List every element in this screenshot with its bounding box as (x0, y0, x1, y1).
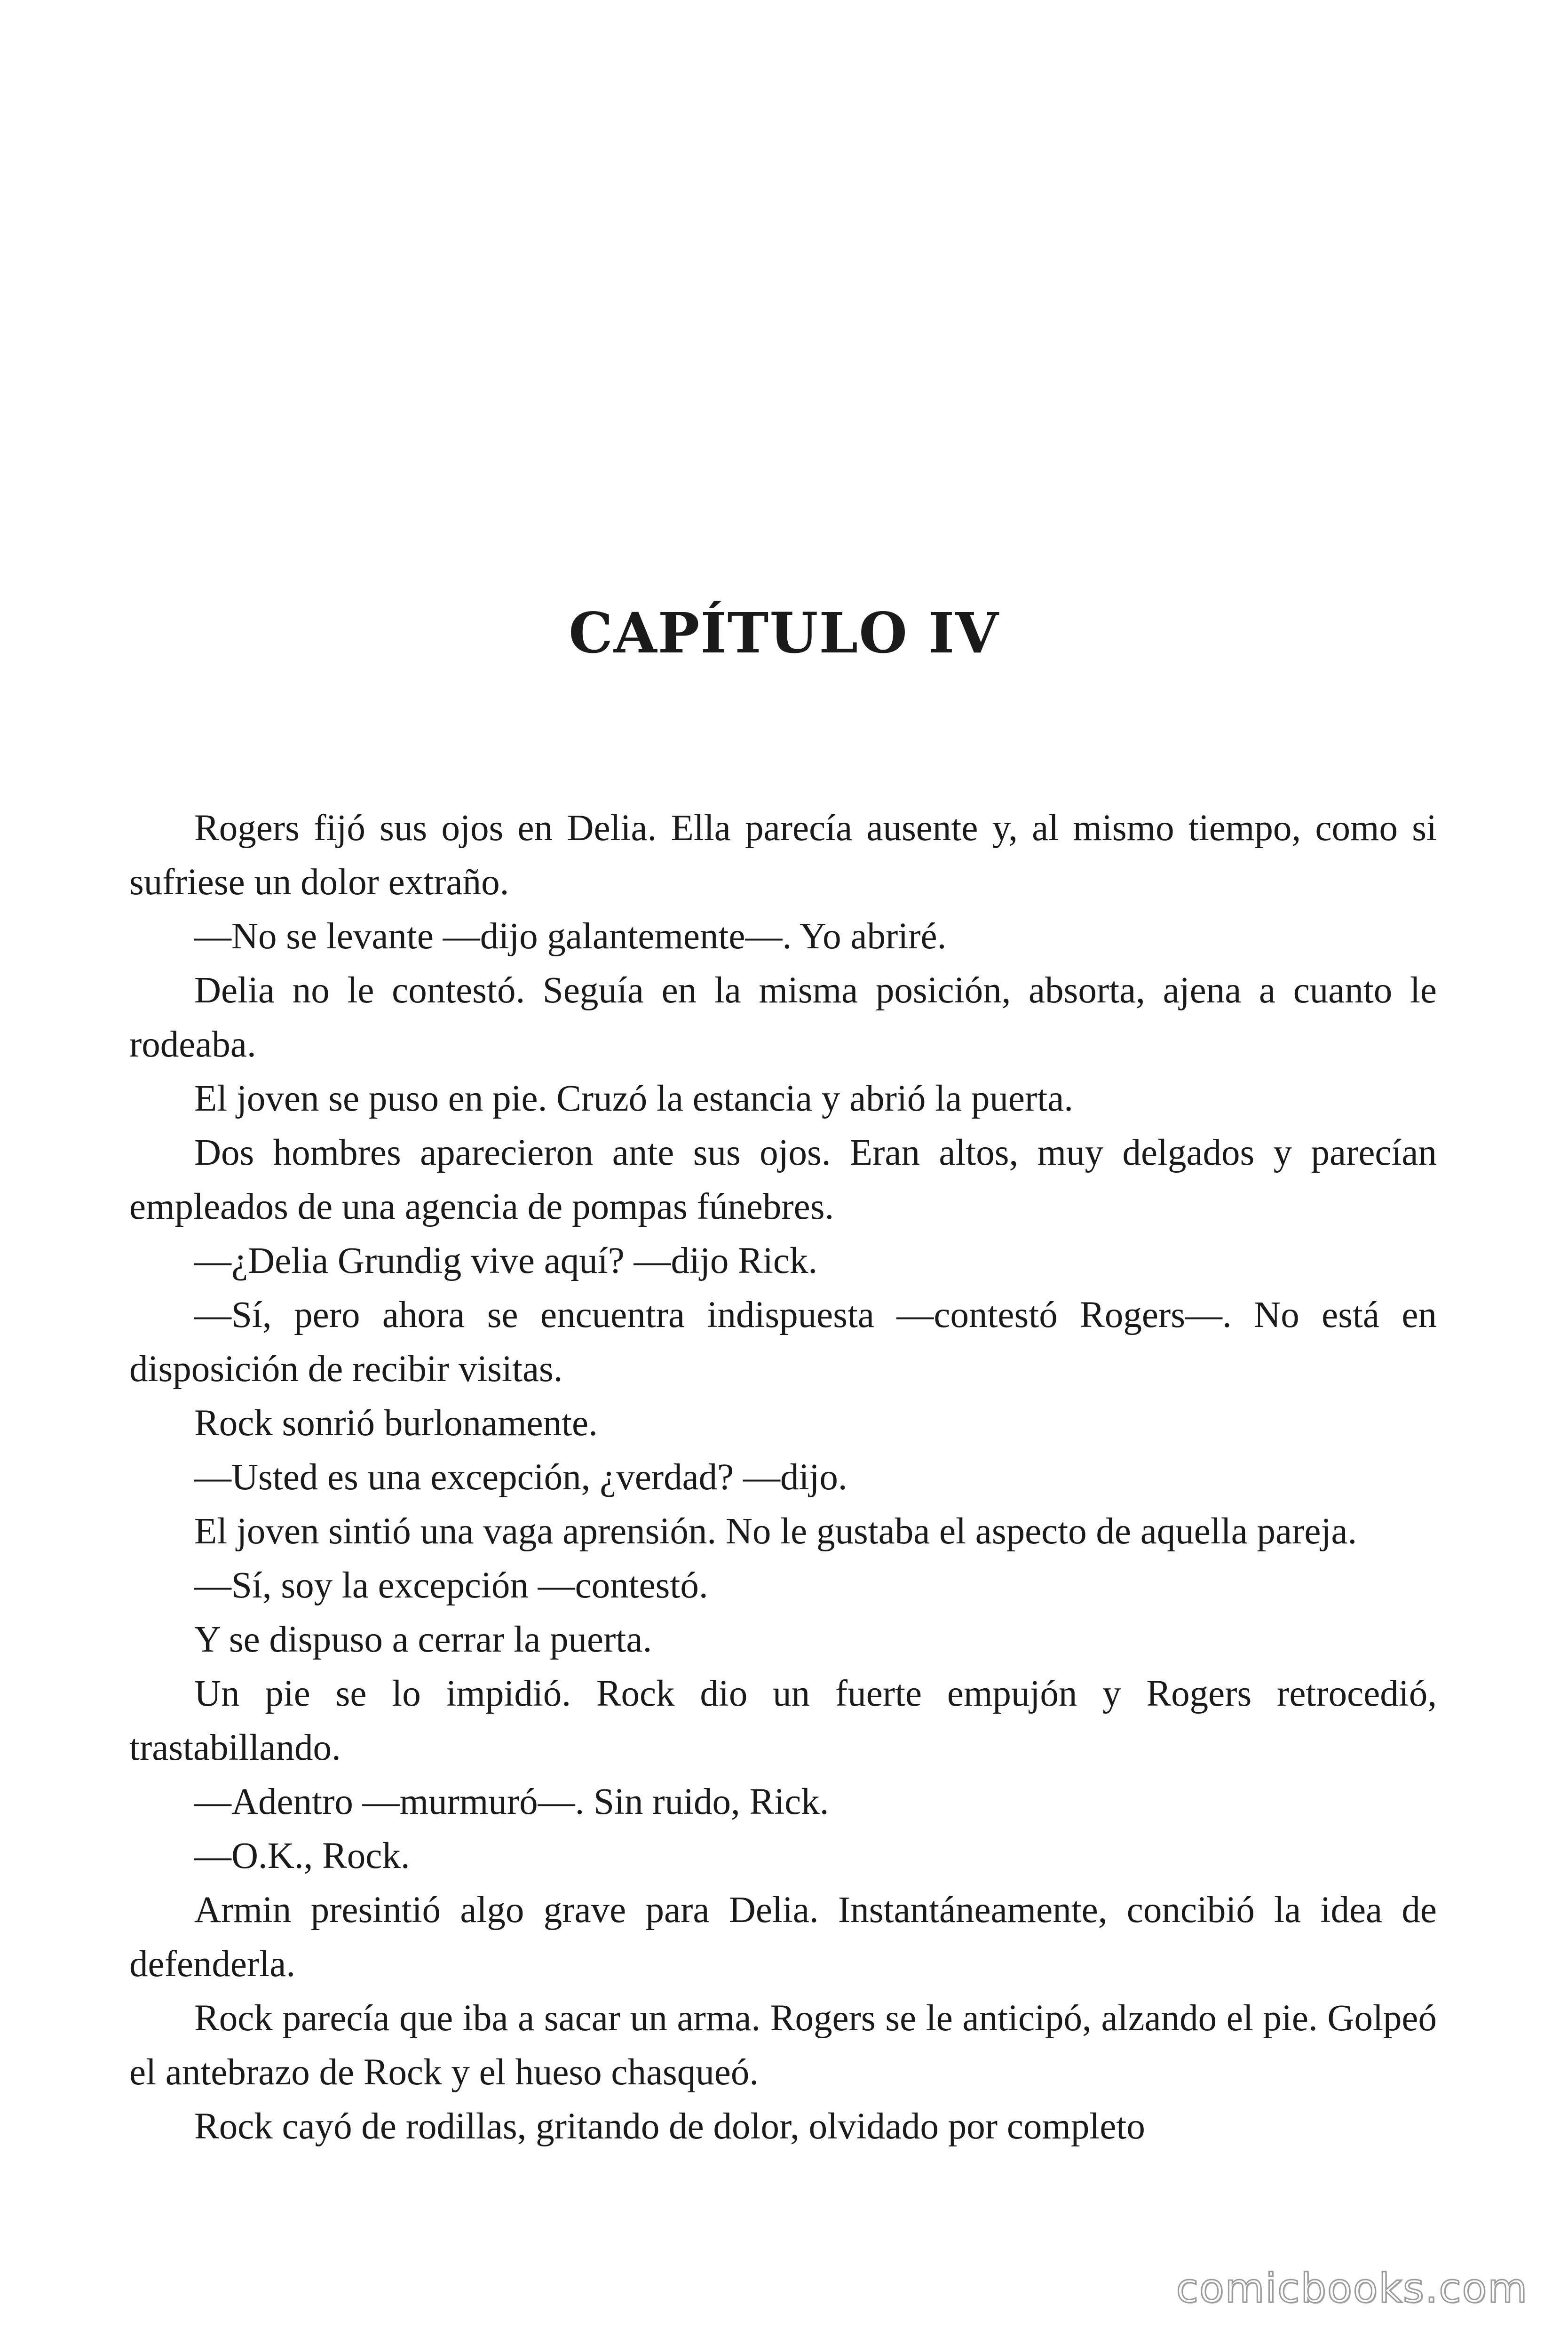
paragraph: —No se levante —dijo galantemente—. Yo abriré. (194, 916, 947, 957)
paragraph: Delia no le contestó. Seguía en la misma posición, absorta, ajena a cuanto le rodeaba. (129, 970, 1437, 1065)
paragraph: El joven sintió una vaga aprensión. No le gustaba el aspecto de aquella pareja. (194, 1511, 1357, 1552)
paragraph: Rogers fijó sus ojos en Delia. Ella parecía ausente y, al mismo tiempo, como si sufriese un dolor extraño. (129, 808, 1437, 903)
paragraph: —Sí, pero ahora se encuentra indispuesta —contestó Rogers—. No está en disposición de recibir visitas. (129, 1295, 1437, 1390)
paragraph: Armin presintió algo grave para Delia. Instantáneamente, concibió la idea de defenderla. (129, 1890, 1437, 1985)
paragraph: El joven se puso en pie. Cruzó la estancia y abrió la puerta. (194, 1078, 1074, 1119)
chapter-title: CAPÍTULO IV (569, 600, 999, 666)
paragraph: Dos hombres aparecieron ante sus ojos. Eran altos, muy delgados y parecían empleados de una agencia de pompas fúnebres. (129, 1132, 1437, 1227)
paragraph: Y se dispuso a cerrar la puerta. (194, 1619, 652, 1660)
paragraph: —O.K., Rock. (194, 1836, 410, 1876)
paragraph: Un pie se lo impidió. Rock dio un fuerte empujón y Rogers retrocedió, trastabillando. (129, 1673, 1437, 1768)
paragraph: —Adentro —murmuró—. Sin ruido, Rick. (194, 1781, 829, 1822)
watermark: comicbooks.com (1176, 2265, 1528, 2312)
chapter-body (129, 801, 1437, 2153)
paragraph: —Sí, soy la excepción —contestó. (194, 1565, 708, 1606)
paragraph-last: Rock cayó de rodillas, gritando de dolor, olvidado por completo (194, 2106, 1145, 2147)
paragraph: —¿Delia Grundig vive aquí? —dijo Rick. (194, 1240, 818, 1281)
paragraph: Rock parecía que iba a sacar un arma. Rogers se le anticipó, alzando el pie. Golpeó el antebrazo de Rock y el hueso chasqueó. (129, 1998, 1437, 2093)
paragraph: —Usted es una excepción, ¿verdad? —dijo. (194, 1457, 847, 1498)
paragraph: Rock sonrió burlonamente. (194, 1403, 598, 1444)
